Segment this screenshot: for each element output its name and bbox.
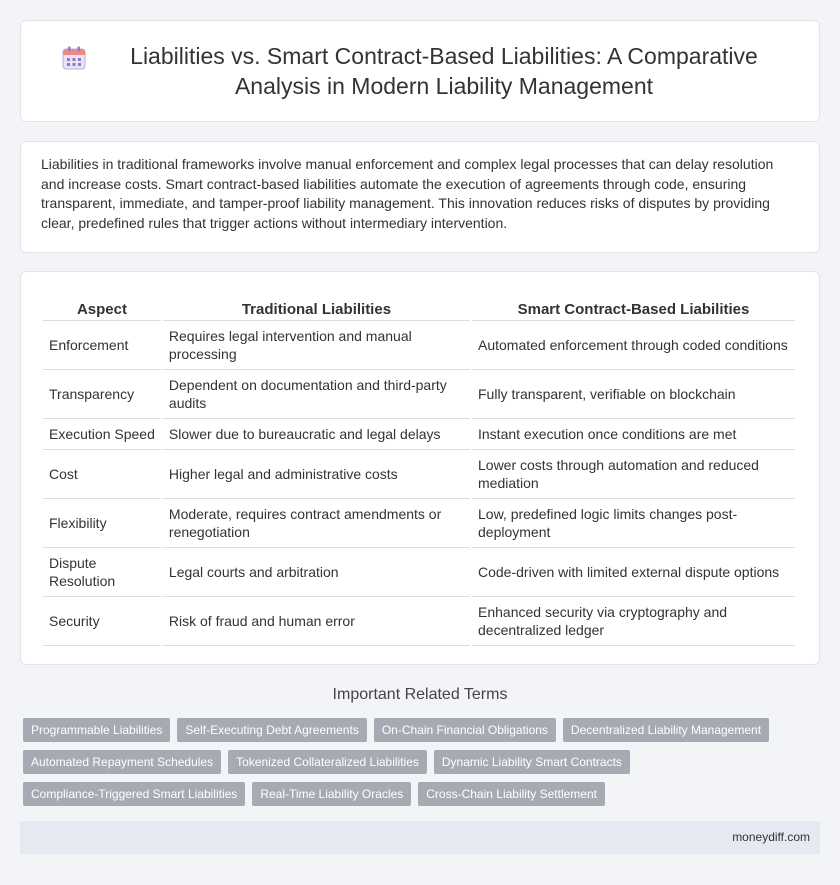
table-cell: Cost xyxy=(43,450,161,499)
table-row xyxy=(43,597,795,646)
comparison-table-card xyxy=(20,271,820,665)
header-traditional: Traditional Liabilities xyxy=(163,296,470,321)
table-cell: Security xyxy=(43,597,161,646)
calendar-icon xyxy=(61,45,87,71)
table-cell: Transparency xyxy=(43,370,161,419)
related-term-tag[interactable]: On-Chain Financial Obligations xyxy=(374,718,556,742)
table-row xyxy=(43,450,795,499)
table-header-row xyxy=(43,296,795,321)
intro-paragraph: Liabilities in traditional frameworks involve manual enforcement and complex legal processes that can delay resolution and increase costs. Smart contract-based liabilities automate the execution of agreements through code, ensuring transparent, immediate, and tamper-proof liability management. This innovation reduces risks of disputes by providing clear, predefined rules that trigger actions without intermediary intervention. xyxy=(41,156,774,231)
table-cell: Enhanced security via cryptography and decentralized ledger xyxy=(472,597,795,646)
title-wrap xyxy=(21,41,819,101)
table-cell: Dispute Resolution xyxy=(43,548,161,597)
table-cell: Moderate, requires contract amendments or renegotiation xyxy=(163,499,470,548)
related-terms-title: Important Related Terms xyxy=(332,686,508,703)
table-cell: Enforcement xyxy=(43,321,161,370)
related-term-tag[interactable]: Dynamic Liability Smart Contracts xyxy=(434,750,630,774)
title-card xyxy=(20,20,820,122)
related-term-tag[interactable]: Compliance-Triggered Smart Liabilities xyxy=(23,782,245,806)
table-cell: Instant execution once conditions are met xyxy=(472,419,795,450)
header-aspect: Aspect xyxy=(43,296,161,321)
table-cell: Code-driven with limited external dispute options xyxy=(472,548,795,597)
table-row xyxy=(43,370,795,419)
table-row xyxy=(43,419,795,450)
page-title: Liabilities vs. Smart Contract-Based Liabilities: A Comparative Analysis in Modern Liability Management xyxy=(130,43,758,99)
table-cell: Execution Speed xyxy=(43,419,161,450)
table-cell: Higher legal and administrative costs xyxy=(163,450,470,499)
table-cell: Automated enforcement through coded conditions xyxy=(472,321,795,370)
related-term-tag[interactable]: Decentralized Liability Management xyxy=(563,718,769,742)
related-term-tag[interactable]: Self-Executing Debt Agreements xyxy=(177,718,366,742)
table-cell: Requires legal intervention and manual processing xyxy=(163,321,470,370)
related-term-tag[interactable]: Tokenized Collateralized Liabilities xyxy=(228,750,427,774)
table-cell: Dependent on documentation and third-party audits xyxy=(163,370,470,419)
table-cell: Slower due to bureaucratic and legal delays xyxy=(163,419,470,450)
table-cell: Flexibility xyxy=(43,499,161,548)
related-term-tag[interactable]: Real-Time Liability Oracles xyxy=(252,782,411,806)
table-cell: Risk of fraud and human error xyxy=(163,597,470,646)
related-terms-tags xyxy=(23,718,803,806)
header-smart-contract: Smart Contract-Based Liabilities xyxy=(472,296,795,321)
table-cell: Legal courts and arbitration xyxy=(163,548,470,597)
intro-card xyxy=(20,141,820,253)
table-cell: Lower costs through automation and reduced mediation xyxy=(472,450,795,499)
table-cell: Low, predefined logic limits changes post-deployment xyxy=(472,499,795,548)
table-row xyxy=(43,548,795,597)
related-term-tag[interactable]: Automated Repayment Schedules xyxy=(23,750,221,774)
footer xyxy=(20,821,820,854)
table-row xyxy=(43,321,795,370)
footer-site[interactable]: moneydiff.com xyxy=(732,830,810,844)
table-row xyxy=(43,499,795,548)
related-term-tag[interactable]: Programmable Liabilities xyxy=(23,718,170,742)
table-cell: Fully transparent, verifiable on blockchain xyxy=(472,370,795,419)
related-term-tag[interactable]: Cross-Chain Liability Settlement xyxy=(418,782,605,806)
comparison-table xyxy=(41,296,797,646)
